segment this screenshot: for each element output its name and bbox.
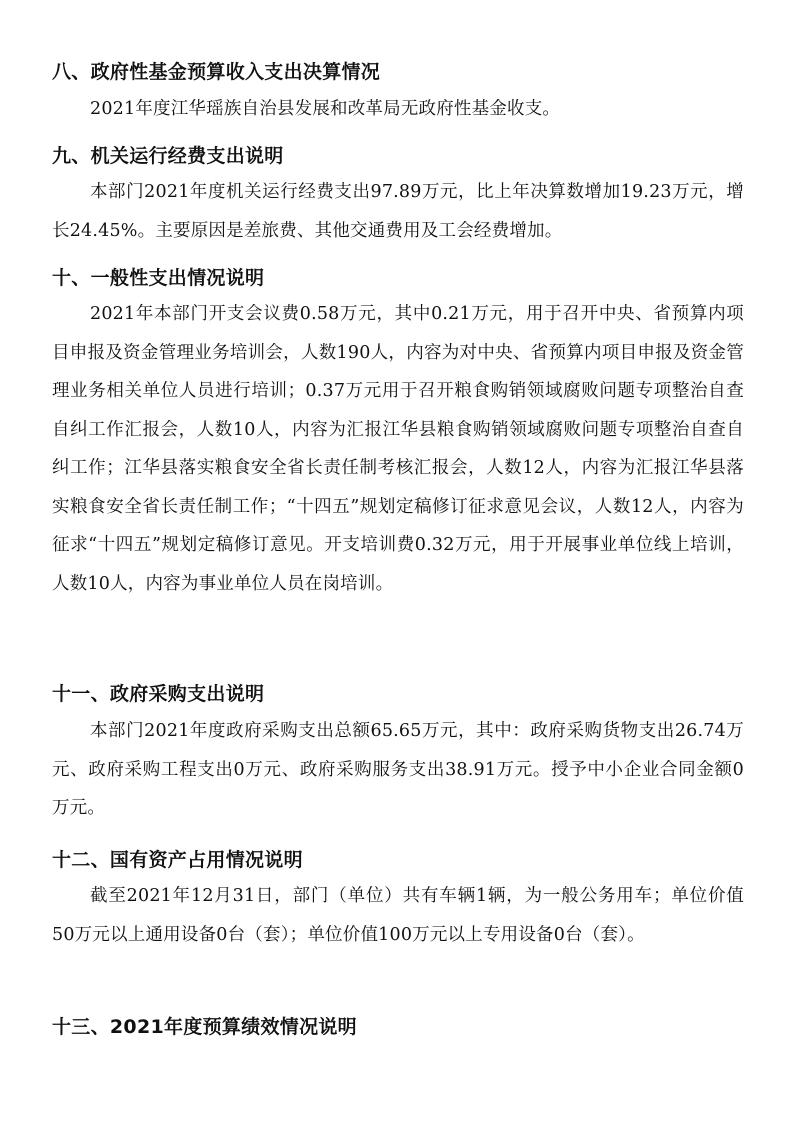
section-11-heading: 十一、政府采购支出说明 xyxy=(52,683,265,705)
section-8-heading: 八、政府性基金预算收入支出决算情况 xyxy=(52,61,381,83)
section-8-body: 2021年度江华瑶族自治县发展和改革局无政府性基金收支。 xyxy=(90,99,561,119)
section-11-body: 本部门2021年度政府采购支出总额65.65万元，其中：政府采购货物支出26.74万元、政府采购工程支出0万元、政府采购服务支出38.91万元。授予中小企业合同金额0万元。 xyxy=(52,721,744,818)
section-12-heading: 十二、国有资产占用情况说明 xyxy=(52,849,303,871)
section-13-heading: 十三、2021年度预算绩效情况说明 xyxy=(52,1016,357,1038)
section-9-body: 本部门2021年度机关运行经费支出97.89万元，比上年决算数增加19.23万元，增长24.45%。主要原因是差旅费、其他交通费用及工会经费增加。 xyxy=(52,182,744,241)
section-10-body: 2021年本部门开支会议费0.58万元，其中0.21万元，用于召开中央、省预算内项目申报及资金管理业务培训会，人数190人，内容为对中央、省预算内项目申报及资金管理业务相关单位人员进行培训；0.37万元用于召开粮食购销领域腐败问题专项整治自查自纠工作汇报会，人数10人，内容为汇报江华县粮食购销领域腐败问题专项整治自查自纠工作；江华县落实粮食安全省长责任制考核汇报会，人数12人，内容为汇报江华县落实粮食安全省长责任制工作；“十四五”规划定稿修订征求意见会议，人数12人，内容为征求“十四五”规划定稿修订意见。开支培训费0.32万元，用于开展事业单位线上培训，人数10人，内容为事业单位人员在岗培训。 xyxy=(52,304,744,594)
section-9-heading: 九、机关运行经费支出说明 xyxy=(52,145,284,167)
section-12-body: 截至2021年12月31日，部门（单位）共有车辆1辆，为一般公务用车；单位价值50万元以上通用设备0台（套）；单位价值100万元以上专用设备0台（套）。 xyxy=(52,886,744,945)
section-10-heading: 十、一般性支出情况说明 xyxy=(52,267,265,289)
